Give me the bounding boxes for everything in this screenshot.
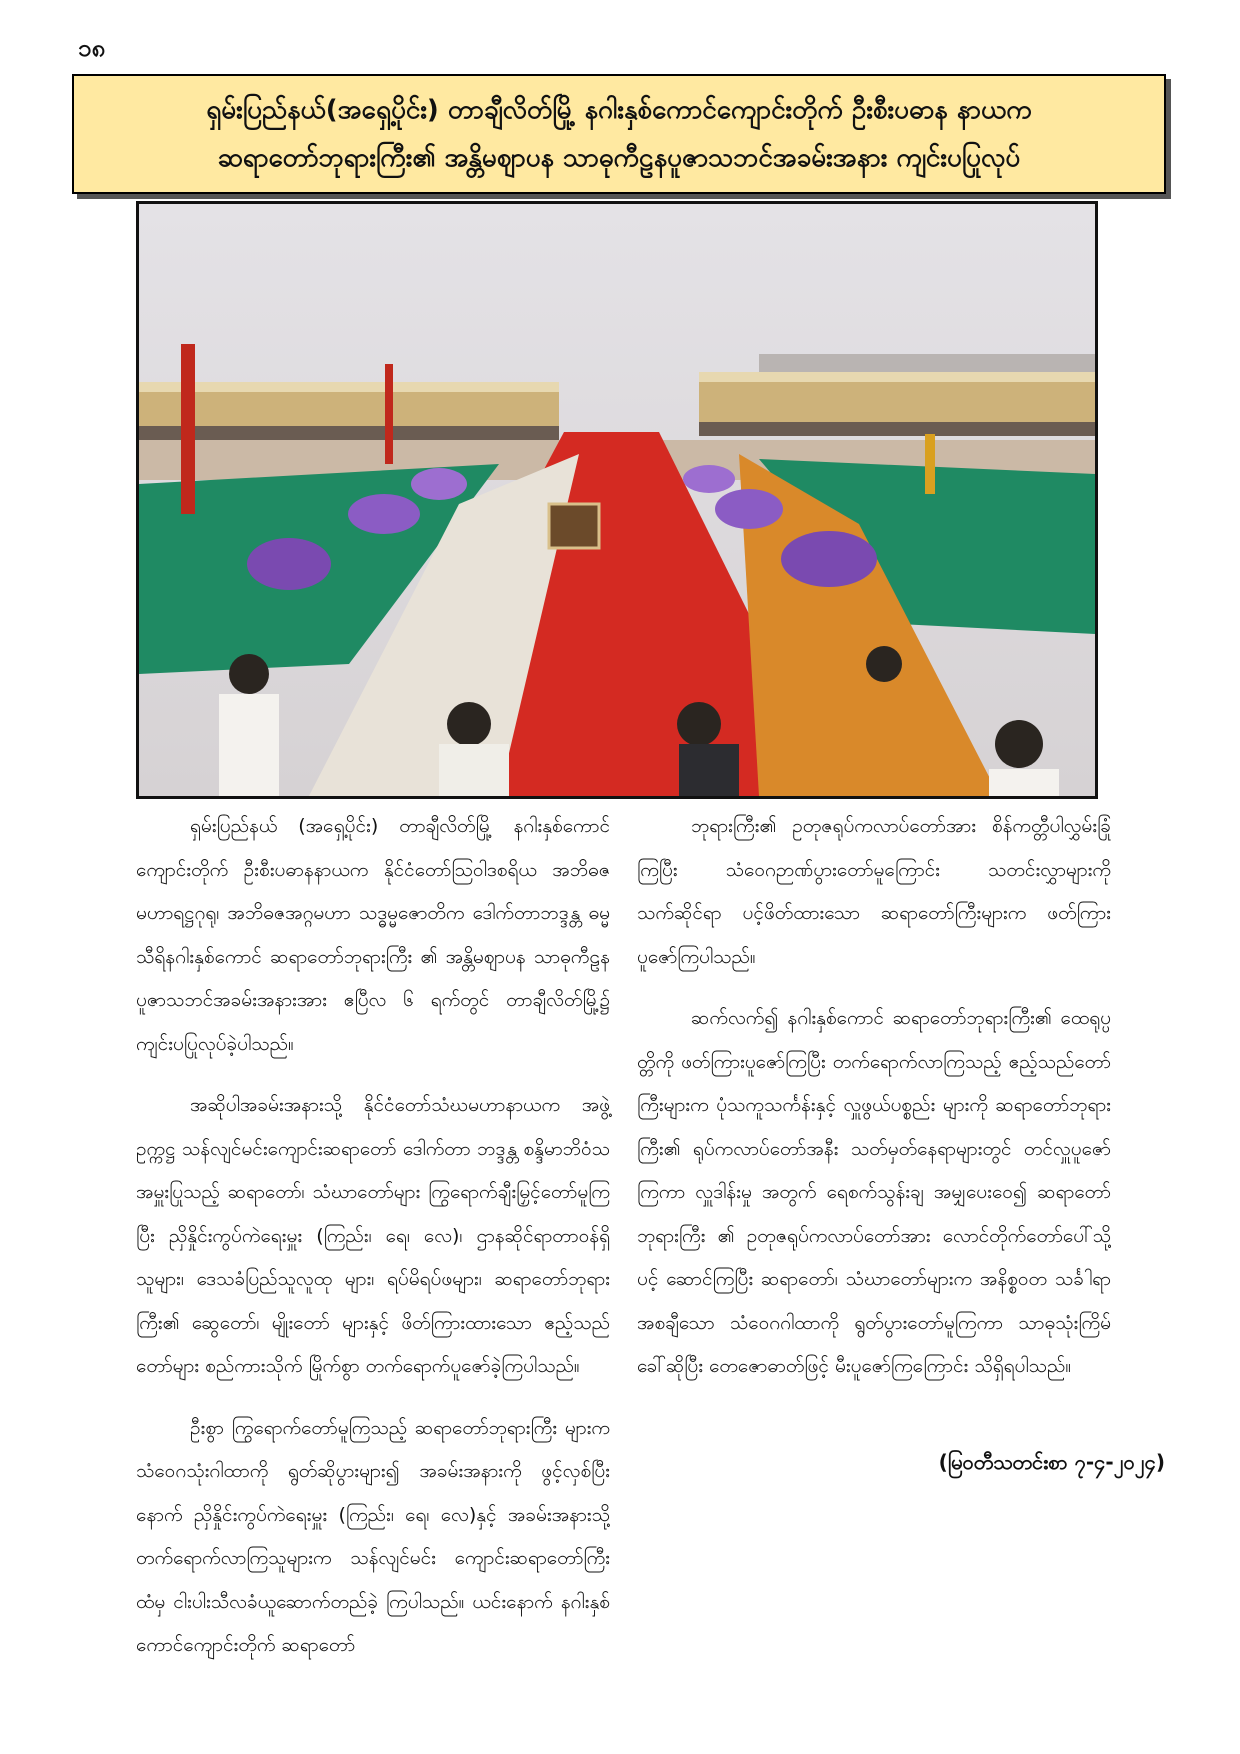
source-credit: (မြဝတီသတင်းစာ ၇-၄-၂၀၂၄) (938, 1450, 1165, 1474)
article-left-column (136, 805, 610, 1686)
article-right-column (637, 805, 1111, 1407)
headline-line-1: ရှမ်းပြည်နယ်(အရှေ့ပိုင်း) တာချီလိတ်မြို့ နဂါးနှစ်ကောင်ကျောင်းတိုက် ဦးစီးပဓာန နာယက (206, 95, 1032, 125)
article-paragraph: ဦးစွာ ကြွရောက်တော်မူကြသည့် ဆရာတော်ဘုရားကြီး များက သံဝေဂသုံးဂါထာကို ရွတ်ဆိုပွားများ၍ အခမ်းအနားကို ဖွင့်လှစ်ပြီးနောက် ညှိနှိုင်းကွပ်ကဲရေးမှူး (ကြည်း၊ ရေ၊ လေ)နှင့် အခမ်းအနားသို့ တက်ရောက်လာကြသူများက သန်လျင်မင်း ကျောင်းဆရာတော်ကြီးထံမှ ငါးပါးသီလခံယူဆောက်တည်ခဲ့ ကြပါသည်။ ယင်းနောက် နဂါးနှစ်ကောင်ကျောင်းတိုက် ဆရာတော် (136, 1416, 610, 1656)
article-paragraph: ဘုရားကြီး၏ ဥတုဇရုပ်ကလာပ်တော်အား စိန်ကတ္တီပါလွှမ်းခြုံ ကြပြီး သံဝေဂဉာဏ်ပွားတော်မူကြောင်း သတင်းလွှာများကို သက်ဆိုင်ရာ ပင့်ဖိတ်ထားသော ဆရာတော်ကြီးများက ဖတ်ကြား ပူဇော်ကြပါသည်။ (637, 815, 1111, 968)
article-paragraph: အဆိုပါအခမ်းအနားသို့ နိုင်ငံတော်သံဃမဟာနာယက အဖွဲ့ဥက္ကဋ္ဌ သန်လျင်မင်းကျောင်းဆရာတော် ဒေါက်တာ ဘဒ္ဒန္တ စန္ဒိမာဘိဝံသ အမှူးပြုသည့် ဆရာတော်၊ သံဃာတော်များ ကြွရောက်ချီးမြှင့်တော်မူကြပြီး ညှိနှိုင်းကွပ်ကဲရေးမှူး (ကြည်း၊ ရေ၊ လေ)၊ ဌာနဆိုင်ရာတာဝန်ရှိသူများ၊ ဒေသခံပြည်သူလူထု များ၊ ရပ်မိရပ်ဖများ၊ ဆရာတော်ဘုရားကြီး၏ ဆွေတော်၊ မျိုးတော် များနှင့် ဖိတ်ကြားထားသော ဧည့်သည်တော်များ စည်ကားသိုက် မြိုက်စွာ တက်ရောက်ပူဇော်ခဲ့ကြပါသည်။ (136, 1094, 610, 1377)
ceremony-photo (136, 201, 1098, 799)
article-paragraph: ဆက်လက်၍ နဂါးနှစ်ကောင် ဆရာတော်ဘုရားကြီး၏ ထေရုပ္ပတ္တိကို ဖတ်ကြားပူဇော်ကြပြီး တက်ရောက်လာကြသည့် ဧည့်သည်တော်ကြီးများက ပုံသကူသင်္ကန်းနှင့် လှူဖွယ်ပစ္စည်း များကို ဆရာတော်ဘုရားကြီး၏ ရုပ်ကလာပ်တော်အနီး သတ်မှတ်နေရာများတွင် တင်လှူပူဇော်ကြကာ လှူဒါန်းမှု အတွက် ရေစက်သွန်းချ အမျှပေးဝေ၍ ဆရာတော်ဘုရားကြီး ၏ ဥတုဇရုပ်ကလာပ်တော်အား လောင်တိုက်တော်ပေါ်သို့ ပင့် ဆောင်ကြပြီး ဆရာတော်၊ သံဃာတော်များက အနိစ္စဝတ သင်္ခါရာ အစချီသော သံဝေဂဂါထာကို ရွတ်ပွားတော်မူကြကာ သာဓုသုံးကြိမ်ခေါ်ဆိုပြီး တေဇောဓာတ်ဖြင့် မီးပူဇော်ကြကြောင်း သိရှိရပါသည်။ (637, 1007, 1111, 1377)
headline-box (72, 74, 1166, 194)
ceremony-photo-illustration (139, 204, 1095, 796)
article-paragraph: ရှမ်းပြည်နယ် (အရှေ့ပိုင်း) တာချီလိတ်မြို့ နဂါးနှစ်ကောင် ကျောင်းတိုက် ဦးစီးပဓာနနာယက နိုင်ငံတော်သြဝါဒစရိယ အဘိဓဇမဟာရဋ္ဌဂုရု၊ အဘိဓဇအဂ္ဂမဟာ သဒ္ဓမ္မဇောတိက ဒေါက်တာဘဒ္ဒန္တ ဓမ္မသီရိနဂါးနှစ်ကောင် ဆရာတော်ဘုရားကြီး ၏ အန္တိမဈာပန သာဓုကီဠန ပူဇာသဘင်အခမ်းအနားအား ဧပြီလ ၆ ရက်တွင် တာချီလိတ်မြို့၌ ကျင်းပပြုလုပ်ခဲ့ပါသည်။ (136, 815, 610, 1055)
page-number: ၁၈ (78, 34, 106, 62)
headline-line-2: ဆရာတော်ဘုရားကြီး၏ အန္တိမဈာပန သာဓုကီဠနပူဇာသဘင်အခမ်းအနား ကျင်းပပြုလုပ် (217, 143, 1021, 173)
